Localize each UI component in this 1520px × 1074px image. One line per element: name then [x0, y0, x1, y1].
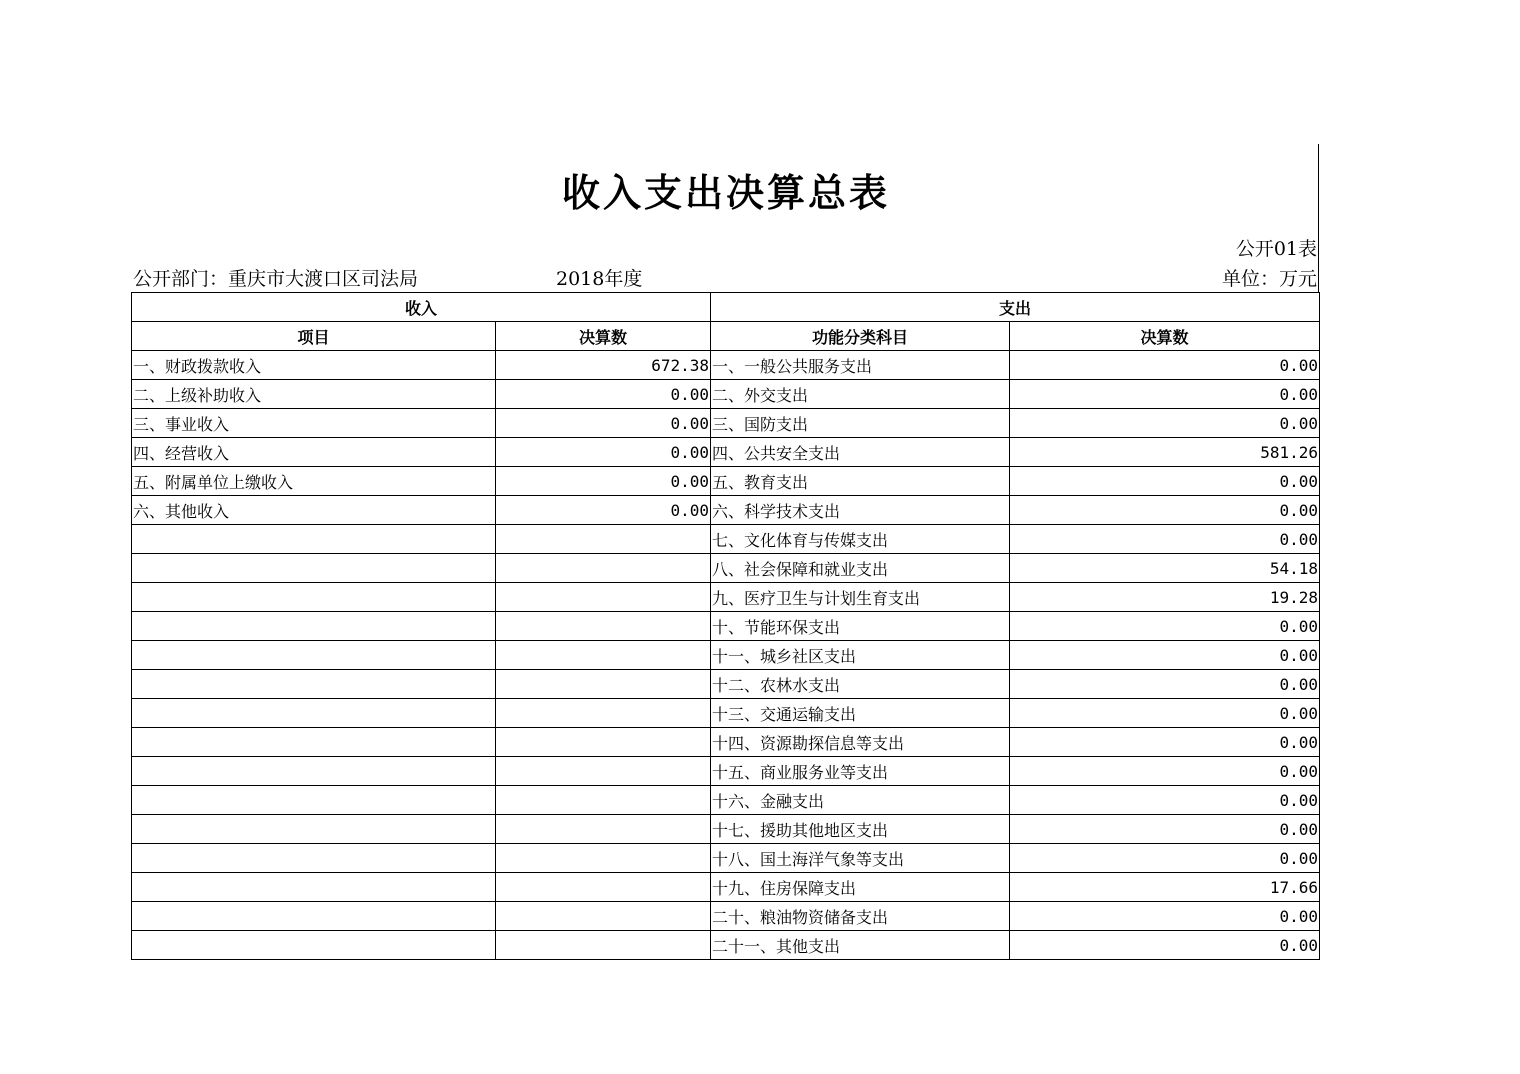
income-value-cell: 0.00 — [496, 467, 711, 496]
table-row — [132, 873, 1320, 902]
income-item-cell — [132, 757, 496, 786]
table-header-row-group — [132, 293, 1320, 322]
category-column-header: 功能分类科目 — [711, 322, 1010, 351]
expense-item-cell: 五、教育支出 — [711, 467, 1010, 496]
income-value-cell — [496, 699, 711, 728]
income-value-cell: 0.00 — [496, 409, 711, 438]
expense-value-cell: 0.00 — [1010, 670, 1320, 699]
expense-item-cell: 十二、农林水支出 — [711, 670, 1010, 699]
expense-value-cell: 0.00 — [1010, 815, 1320, 844]
expense-item-cell: 二十、粮油物资储备支出 — [711, 902, 1010, 931]
table-row — [132, 380, 1320, 409]
income-item-cell: 一、财政拨款收入 — [132, 351, 496, 380]
income-value-cell — [496, 786, 711, 815]
expense-item-cell: 七、文化体育与传媒支出 — [711, 525, 1010, 554]
income-value-cell — [496, 873, 711, 902]
table-header-row-columns — [132, 322, 1320, 351]
expense-item-cell: 三、国防支出 — [711, 409, 1010, 438]
expense-value-cell: 0.00 — [1010, 380, 1320, 409]
income-item-cell: 四、经营收入 — [132, 438, 496, 467]
expense-item-cell: 十五、商业服务业等支出 — [711, 757, 1010, 786]
income-value-cell — [496, 583, 711, 612]
table-row — [132, 496, 1320, 525]
budget-summary-table — [131, 292, 1320, 960]
income-amount-column-header: 决算数 — [496, 322, 711, 351]
expense-item-cell: 九、医疗卫生与计划生育支出 — [711, 583, 1010, 612]
income-item-cell: 三、事业收入 — [132, 409, 496, 438]
income-item-cell: 五、附属单位上缴收入 — [132, 467, 496, 496]
income-value-cell: 0.00 — [496, 380, 711, 409]
table-row — [132, 670, 1320, 699]
income-item-cell — [132, 699, 496, 728]
fiscal-year: 2018年度 — [556, 268, 643, 290]
expense-item-cell: 十三、交通运输支出 — [711, 699, 1010, 728]
income-item-cell — [132, 728, 496, 757]
expense-value-cell: 0.00 — [1010, 525, 1320, 554]
table-row — [132, 728, 1320, 757]
table-row — [132, 931, 1320, 960]
expense-value-cell: 17.66 — [1010, 873, 1320, 902]
expense-value-cell: 54.18 — [1010, 554, 1320, 583]
income-item-cell — [132, 583, 496, 612]
expense-value-cell: 0.00 — [1010, 467, 1320, 496]
expense-item-cell: 八、社会保障和就业支出 — [711, 554, 1010, 583]
income-item-cell — [132, 554, 496, 583]
income-header: 收入 — [132, 293, 711, 322]
expense-item-cell: 十、节能环保支出 — [711, 612, 1010, 641]
income-value-cell — [496, 728, 711, 757]
expense-item-cell: 十七、援助其他地区支出 — [711, 815, 1010, 844]
table-row — [132, 583, 1320, 612]
income-value-cell — [496, 931, 711, 960]
income-value-cell — [496, 612, 711, 641]
table-row — [132, 902, 1320, 931]
table-row — [132, 409, 1320, 438]
table-number: 公开01表 — [1235, 238, 1317, 260]
income-item-cell — [132, 670, 496, 699]
table-row — [132, 641, 1320, 670]
department-label: 公开部门：重庆市大渡口区司法局 — [133, 268, 419, 290]
income-value-cell — [496, 815, 711, 844]
expense-value-cell: 0.00 — [1010, 844, 1320, 873]
expense-item-cell: 十六、金融支出 — [711, 786, 1010, 815]
table-row — [132, 351, 1320, 380]
expense-value-cell: 0.00 — [1010, 931, 1320, 960]
income-value-cell: 672.38 — [496, 351, 711, 380]
expense-value-cell: 0.00 — [1010, 699, 1320, 728]
table-body — [132, 351, 1320, 960]
expense-value-cell: 19.28 — [1010, 583, 1320, 612]
expense-value-cell: 0.00 — [1010, 409, 1320, 438]
table-row — [132, 757, 1320, 786]
expense-value-cell: 0.00 — [1010, 757, 1320, 786]
income-value-cell — [496, 525, 711, 554]
income-item-cell — [132, 902, 496, 931]
income-item-cell: 二、上级补助收入 — [132, 380, 496, 409]
income-item-cell — [132, 873, 496, 902]
expense-value-cell: 0.00 — [1010, 728, 1320, 757]
expense-header: 支出 — [711, 293, 1320, 322]
expense-item-cell: 六、科学技术支出 — [711, 496, 1010, 525]
expense-value-cell: 0.00 — [1010, 902, 1320, 931]
income-value-cell — [496, 902, 711, 931]
expense-item-cell: 四、公共安全支出 — [711, 438, 1010, 467]
table-row — [132, 699, 1320, 728]
expense-item-cell: 十四、资源勘探信息等支出 — [711, 728, 1010, 757]
expense-value-cell: 581.26 — [1010, 438, 1320, 467]
expense-value-cell: 0.00 — [1010, 612, 1320, 641]
income-value-cell — [496, 554, 711, 583]
income-item-cell — [132, 844, 496, 873]
income-item-cell — [132, 525, 496, 554]
expense-value-cell: 0.00 — [1010, 351, 1320, 380]
item-column-header: 项目 — [132, 322, 496, 351]
expense-item-cell: 二、外交支出 — [711, 380, 1010, 409]
table-row — [132, 554, 1320, 583]
expense-value-cell: 0.00 — [1010, 786, 1320, 815]
expense-amount-column-header: 决算数 — [1010, 322, 1320, 351]
income-value-cell: 0.00 — [496, 496, 711, 525]
unit-label: 单位：万元 — [1221, 268, 1317, 290]
income-value-cell — [496, 844, 711, 873]
income-item-cell — [132, 931, 496, 960]
income-value-cell — [496, 641, 711, 670]
table-row — [132, 525, 1320, 554]
table-row — [132, 786, 1320, 815]
income-item-cell — [132, 641, 496, 670]
expense-item-cell: 十一、城乡社区支出 — [711, 641, 1010, 670]
expense-value-cell: 0.00 — [1010, 641, 1320, 670]
income-item-cell — [132, 786, 496, 815]
page-title: 收入支出决算总表 — [561, 171, 890, 215]
income-item-cell — [132, 612, 496, 641]
income-value-cell — [496, 757, 711, 786]
expense-item-cell: 十八、国土海洋气象等支出 — [711, 844, 1010, 873]
expense-item-cell: 二十一、其他支出 — [711, 931, 1010, 960]
table-row — [132, 467, 1320, 496]
income-value-cell — [496, 670, 711, 699]
table-row — [132, 844, 1320, 873]
expense-value-cell: 0.00 — [1010, 496, 1320, 525]
expense-item-cell: 十九、住房保障支出 — [711, 873, 1010, 902]
income-item-cell: 六、其他收入 — [132, 496, 496, 525]
table-row — [132, 438, 1320, 467]
income-item-cell — [132, 815, 496, 844]
table-row — [132, 612, 1320, 641]
table-row — [132, 815, 1320, 844]
expense-item-cell: 一、一般公共服务支出 — [711, 351, 1010, 380]
income-value-cell: 0.00 — [496, 438, 711, 467]
